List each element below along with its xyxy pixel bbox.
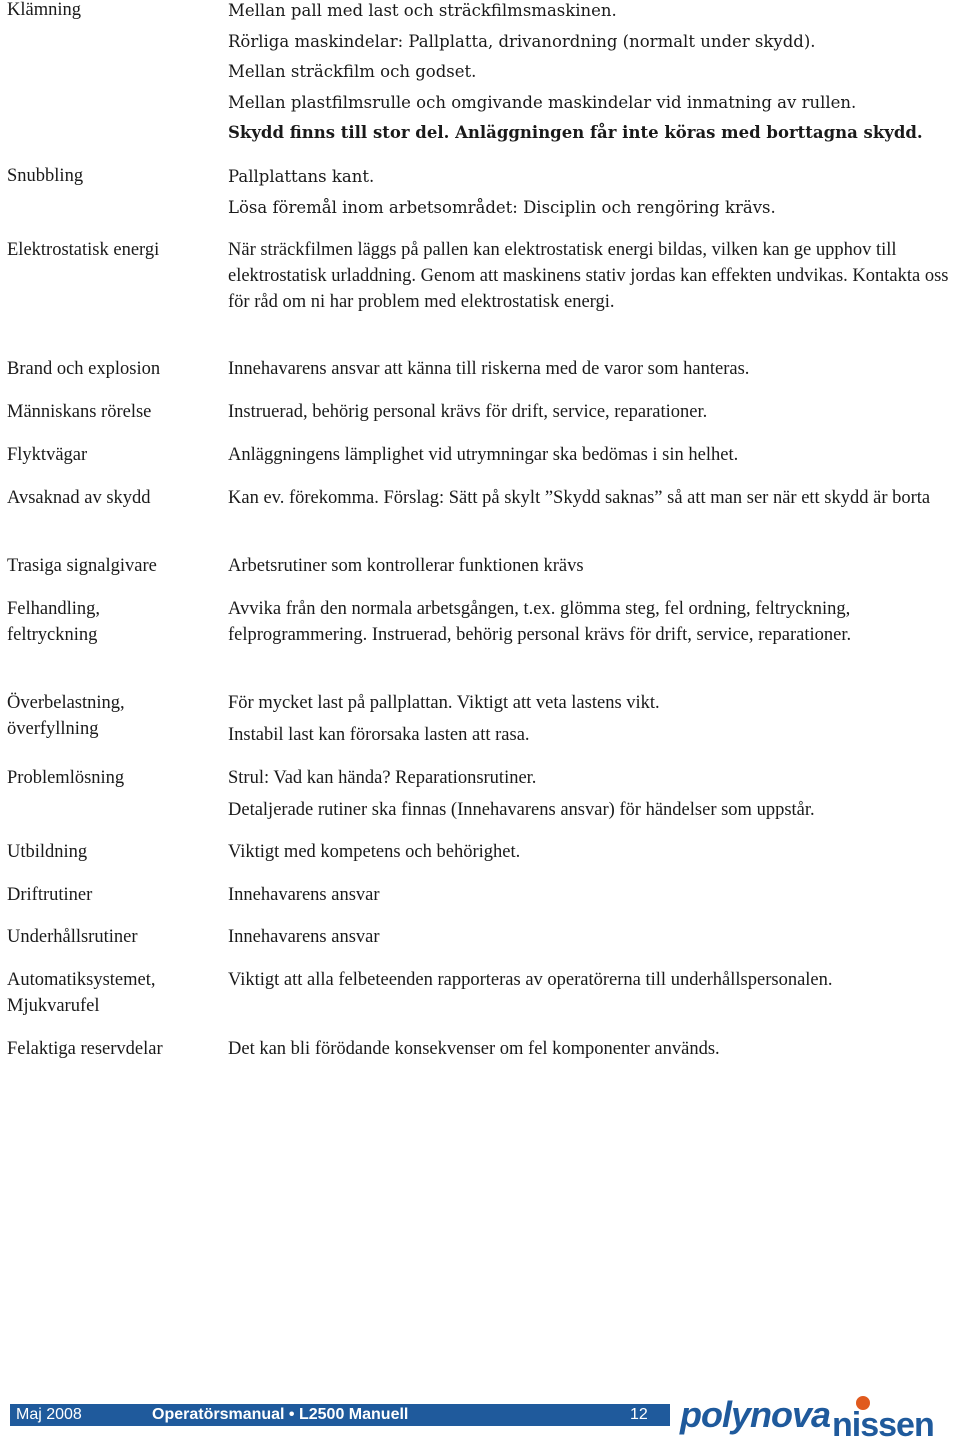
description-line: Rörliga maskindelar: Pallplatta, drivanordning (normalt under skydd). [228, 31, 816, 51]
risk-label-trasiga-signalgivare: Trasiga signalgivare [7, 556, 157, 576]
risk-label-underhallsrutiner: Underhållsrutiner [7, 927, 138, 947]
description-line: Instabil last kan förorsaka lasten att rasa. [228, 725, 530, 745]
risk-description-brand-och-explosion: Innehavarens ansvar att känna till riskerna med de varor som hanteras. [228, 359, 750, 379]
risk-description-manniskans-rorelse: Instruerad, behörig personal krävs för drift, service, reparationer. [228, 402, 708, 422]
risk-label-snubbling: Snubbling [7, 166, 84, 186]
description-line: Detaljerade rutiner ska finnas (Innehavarens ansvar) för händelser som uppstår. [228, 800, 815, 820]
risk-label-felhandling: Felhandling, feltryckning [7, 599, 101, 645]
description-line: Lösa föremål inom arbetsområdet: Disciplin och rengöring krävs. [228, 197, 776, 217]
risk-description-klamning [228, 0, 953, 149]
risk-description-felhandling: Avvika från den normala arbetsgången, t.ex. glömma steg, fel ordning, feltryckning, felprogrammering. Instruerad, behörig personal krävs för drift, service, reparationer. [228, 599, 852, 645]
company-logo-polynova: polynova [680, 1394, 831, 1435]
risk-label-utbildning: Utbildning [7, 842, 88, 862]
footer-title: Operatörsmanual • L2500 Manuell [152, 1406, 409, 1423]
footer-date: Maj 2008 [16, 1406, 82, 1423]
description-line: För mycket last på pallplattan. Viktigt att veta lastens vikt. [228, 693, 660, 713]
footer-page-number: 12 [630, 1406, 648, 1423]
description-line: Pallplattans kant. [228, 167, 375, 186]
description-line: Strul: Vad kan hända? Reparationsrutiner. [228, 768, 537, 788]
risk-description-snubbling [228, 162, 953, 223]
risk-label-problemlosning: Problemlösning [7, 768, 125, 788]
risk-label-driftrutiner: Driftrutiner [7, 885, 93, 905]
risk-description-utbildning: Viktigt med kompetens och behörighet. [228, 842, 521, 862]
risk-label-overbelastning: Överbelastning, överfyllning [7, 693, 125, 739]
risk-description-avsaknad-av-skydd: Kan ev. förekomma. Förslag: Sätt på skylt ”Skydd saknas” så att man ser när ett skydd är borta [228, 488, 931, 508]
risk-label-felaktiga-reservdelar: Felaktiga reservdelar [7, 1039, 163, 1059]
risk-label-brand-och-explosion: Brand och explosion [7, 359, 161, 379]
risk-description-automatiksystemet: Viktigt att alla felbeteenden rapporteras av operatörerna till underhållspersonalen. [228, 970, 833, 990]
risk-description-elektrostatisk-energi: När sträckfilmen läggs på pallen kan elektrostatisk energi bildas, vilken kan ge upphov till elektrostatisk urladdning. Genom att maskinens stativ jordas kan effekten undvikas. Kontakta oss för råd om ni har problem med elektrostatisk energi. [228, 240, 949, 312]
risk-label-elektrostatisk-energi: Elektrostatisk energi [7, 240, 160, 260]
description-line: Mellan sträckfilm och godset. [228, 62, 477, 81]
risk-description-underhallsrutiner: Innehavarens ansvar [228, 927, 380, 947]
risk-label-avsaknad-av-skydd: Avsaknad av skydd [7, 488, 151, 508]
description-line-emphasis: Skydd finns till stor del. Anläggningen får inte köras med borttagna skydd. [228, 123, 923, 142]
risk-description-overbelastning [228, 690, 953, 748]
risk-label-automatiksystemet: Automatiksystemet, Mjukvarufel [7, 970, 156, 1016]
risk-label-klamning: Klämning [7, 0, 81, 20]
page-footer [0, 1392, 960, 1442]
risk-description-felaktiga-reservdelar: Det kan bli förödande konsekvenser om fel komponenter används. [228, 1039, 720, 1059]
risk-description-driftrutiner: Innehavarens ansvar [228, 885, 380, 905]
description-line: Mellan plastfilmsrulle och omgivande maskindelar vid inmatning av rullen. [228, 92, 857, 112]
risk-description-trasiga-signalgivare: Arbetsrutiner som kontrollerar funktionen krävs [228, 556, 584, 576]
risk-label-flyktvagar: Flyktvägar [7, 445, 88, 465]
description-line: Mellan pall med last och sträckfilmsmaskinen. [228, 1, 617, 20]
risk-description-problemlosning [228, 765, 953, 823]
company-logo-nissen: nissen [832, 1406, 934, 1444]
risk-label-manniskans-rorelse: Människans rörelse [7, 402, 152, 422]
risk-description-flyktvagar: Anläggningens lämplighet vid utrymningar ska bedömas i sin helhet. [228, 445, 739, 465]
